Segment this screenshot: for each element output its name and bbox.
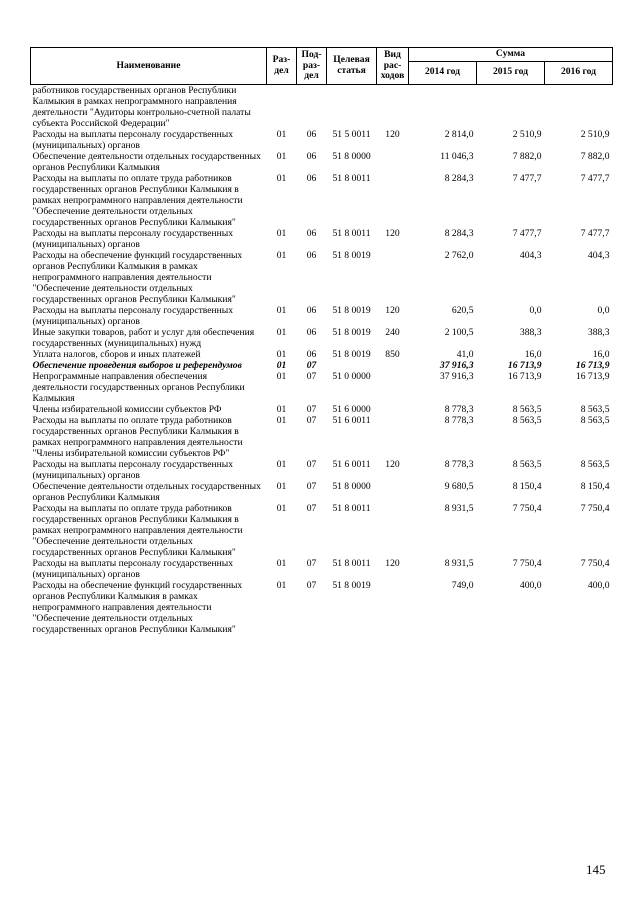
row-razdel: 01 (276, 326, 287, 338)
header-podrazdel: Под- раз- дел (297, 48, 327, 85)
row-2014: 2 100,5 (444, 326, 474, 338)
row-2016: 16 713,9 (575, 370, 610, 382)
row-vid: 850 (385, 348, 400, 360)
table-row (31, 173, 613, 228)
row-2015: 8 150,4 (512, 480, 542, 492)
row-vid (377, 481, 409, 503)
row-name: Расходы на обеспечение функций государственных органов Республики Калмыкия в рамках непрограммного направления деятельности "Обеспечение деятельности отдельных государственных органов Республики Калмыкия" (32, 579, 243, 635)
header-2016: 2016 год (545, 61, 613, 84)
row-razdel: 01 (276, 227, 287, 239)
row-target: 51 8 0019 (332, 348, 371, 360)
row-name: Расходы на выплаты персоналу государственных (муниципальных) органов (32, 557, 234, 580)
row-target: 51 8 0000 (332, 150, 371, 162)
table-row (31, 305, 613, 327)
row-name: Расходы на выплаты персоналу государственных (муниципальных) органов (32, 304, 234, 327)
row-2016: 7 882,0 (580, 150, 610, 162)
row-target: 51 5 0011 (332, 128, 371, 140)
row-name: Расходы на выплаты персоналу государственных (муниципальных) органов (32, 227, 234, 250)
row-name: работников государственных органов Республики Калмыкия в рамках непрограммного направления деятельности "Аудиторы контрольно-счетной палаты субъекта Российской Федерации" (32, 84, 251, 129)
row-2015: 7 750,4 (512, 557, 542, 569)
row-2015: 16 713,9 (507, 370, 542, 382)
row-razdel: 01 (276, 249, 287, 261)
row-2016 (545, 84, 613, 129)
row-name: Обеспечение деятельности отдельных государственных органов Республики Калмыкия (32, 480, 261, 503)
row-razdel: 01 (276, 414, 287, 426)
row-2016: 2 510,9 (580, 128, 610, 140)
row-podrazdel: 07 (306, 414, 317, 426)
row-podrazdel: 06 (306, 249, 317, 261)
row-2014: 8 778,3 (444, 414, 474, 426)
row-2014: 8 931,5 (444, 502, 474, 514)
row-2015: 404,3 (519, 249, 542, 261)
header-razdel: Раз- дел (267, 48, 297, 85)
row-podrazdel: 06 (306, 150, 317, 162)
row-vid (377, 151, 409, 173)
row-name: Расходы на выплаты персоналу государственных (муниципальных) органов (32, 128, 234, 151)
row-2015: 8 563,5 (512, 414, 542, 426)
row-podrazdel: 06 (306, 227, 317, 239)
row-podrazdel: 07 (306, 557, 317, 569)
row-podrazdel: 07 (306, 403, 317, 415)
row-2015: 400,0 (519, 579, 542, 591)
table-row (31, 371, 613, 404)
row-2015: 388,3 (519, 326, 542, 338)
table-row (31, 250, 613, 305)
row-razdel: 01 (276, 502, 287, 514)
row-razdel (267, 84, 297, 129)
table-row (31, 481, 613, 503)
row-2016: 7 477,7 (580, 227, 610, 239)
row-2015: 2 510,9 (512, 128, 542, 140)
row-vid (377, 415, 409, 459)
row-razdel: 01 (276, 359, 287, 371)
row-vid: 120 (385, 557, 400, 569)
row-2014: 11 046,3 (440, 150, 474, 162)
row-2014: 8 284,3 (444, 227, 474, 239)
row-2014: 749,0 (451, 579, 474, 591)
row-2014: 8 778,3 (444, 403, 474, 415)
row-2016: 16,0 (592, 348, 610, 360)
row-2014: 41,0 (456, 348, 474, 360)
row-name: Уплата налогов, сборов и иных платежей (32, 348, 201, 360)
row-2016: 7 750,4 (580, 502, 610, 514)
table-row (31, 459, 613, 481)
table-row (31, 349, 613, 360)
row-target: 51 8 0011 (332, 227, 371, 239)
row-2015: 7 882,0 (512, 150, 542, 162)
row-podrazdel (297, 84, 327, 129)
header-vid: Вид рас- ходов (377, 48, 409, 85)
row-name: Расходы на выплаты по оплате труда работников государственных органов Республики Калмыкия в рамках непрограммного направления деятельности "Обеспечение деятельности отдельных государственных органов Республики Калмыкия" (32, 502, 243, 558)
row-target: 51 8 0011 (332, 557, 371, 569)
row-vid (377, 404, 409, 415)
row-vid (377, 173, 409, 228)
row-name: Расходы на обеспечение функций государственных органов Республики Калмыкия в рамках непрограммного направления деятельности "Обеспечение деятельности отдельных государственных органов Республики Калмыкия" (32, 249, 243, 305)
row-2016: 7 477,7 (580, 172, 610, 184)
row-2016: 8 563,5 (580, 458, 610, 470)
row-2015: 7 477,7 (512, 172, 542, 184)
header-sum: Сумма (409, 48, 613, 62)
row-podrazdel: 06 (306, 326, 317, 338)
row-podrazdel: 07 (306, 502, 317, 514)
row-vid (377, 360, 409, 371)
page-number: 145 (586, 862, 606, 877)
row-2014: 8 931,5 (444, 557, 474, 569)
header-name: Наименование (31, 48, 267, 85)
row-2014 (409, 84, 477, 129)
row-podrazdel: 07 (306, 458, 317, 470)
row-2016: 8 150,4 (580, 480, 610, 492)
row-2014: 9 680,5 (444, 480, 474, 492)
row-vid: 120 (385, 227, 400, 239)
row-target (327, 84, 377, 129)
row-2014: 2 762,0 (444, 249, 474, 261)
row-name: Иные закупки товаров, работ и услуг для обеспечения государственных (муниципальных) нужд (32, 326, 255, 349)
row-razdel: 01 (276, 403, 287, 415)
row-razdel: 01 (276, 480, 287, 492)
row-vid (377, 503, 409, 558)
row-target: 51 8 0000 (332, 480, 371, 492)
table-row (31, 503, 613, 558)
row-2015: 7 477,7 (512, 227, 542, 239)
table-row (31, 84, 613, 129)
row-razdel: 01 (276, 150, 287, 162)
header-target: Целевая статья (327, 48, 377, 85)
row-podrazdel: 06 (306, 172, 317, 184)
row-target: 51 8 0011 (332, 502, 371, 514)
row-2015: 16 713,9 (507, 359, 542, 371)
row-podrazdel: 06 (306, 304, 317, 316)
table-row (31, 404, 613, 415)
table-row (31, 360, 613, 371)
row-vid (377, 250, 409, 305)
row-2014: 8 778,3 (444, 458, 474, 470)
row-razdel: 01 (276, 304, 287, 316)
row-2015: 8 563,5 (512, 458, 542, 470)
row-name: Расходы на выплаты персоналу государственных (муниципальных) органов (32, 458, 234, 481)
row-2016: 16 713,9 (575, 359, 610, 371)
row-2014: 8 284,3 (444, 172, 474, 184)
row-2016: 404,3 (587, 249, 610, 261)
row-razdel: 01 (276, 172, 287, 184)
header-2014: 2014 год (409, 61, 477, 84)
row-podrazdel: 07 (306, 480, 317, 492)
row-razdel: 01 (276, 557, 287, 569)
row-name: Расходы на выплаты по оплате труда работников государственных органов Республики Калмыкия в рамках непрограммного направления деятельности "Обеспечение деятельности отдельных государственных органов Республики Калмыкия" (32, 172, 243, 228)
row-target: 51 8 0019 (332, 304, 371, 316)
row-2015: 8 563,5 (512, 403, 542, 415)
row-target (327, 360, 377, 371)
table-row (31, 327, 613, 349)
row-razdel: 01 (276, 348, 287, 360)
table-row (31, 415, 613, 459)
row-name: Непрограммные направления обеспечения деятельности государственных органов Республики Калмыкия (32, 370, 245, 404)
row-razdel: 01 (276, 370, 287, 382)
row-name: Обеспечение проведения выборов и референдумов (32, 359, 242, 371)
row-2015: 0,0 (529, 304, 542, 316)
row-2014: 2 814,0 (444, 128, 474, 140)
row-target: 51 6 0011 (332, 414, 371, 426)
row-2016: 8 563,5 (580, 414, 610, 426)
row-2016: 0,0 (597, 304, 610, 316)
row-podrazdel: 07 (306, 370, 317, 382)
table-row (31, 228, 613, 250)
header-2015: 2015 год (477, 61, 545, 84)
row-2016: 7 750,4 (580, 557, 610, 569)
budget-table (30, 47, 613, 635)
row-target: 51 8 0019 (332, 326, 371, 338)
table-header (31, 48, 613, 85)
table-row (31, 151, 613, 173)
row-target: 51 8 0011 (332, 172, 371, 184)
table-body (31, 84, 613, 635)
row-vid (377, 84, 409, 129)
row-vid: 120 (385, 128, 400, 140)
row-vid: 120 (385, 304, 400, 316)
table-row (31, 580, 613, 635)
row-vid (377, 371, 409, 404)
row-podrazdel: 07 (306, 359, 317, 371)
row-2014: 37 916,3 (439, 370, 474, 382)
row-2014: 37 916,3 (439, 359, 474, 371)
row-target: 51 0 0000 (332, 370, 371, 382)
row-2015: 16,0 (524, 348, 542, 360)
table-row (31, 558, 613, 580)
row-name: Расходы на выплаты по оплате труда работников государственных органов Республики Калмыкия в рамках непрограммного направления деятельности "Члены избирательной комиссии субъектов РФ" (32, 414, 243, 459)
row-vid (377, 580, 409, 635)
row-razdel: 01 (276, 128, 287, 140)
row-2014: 620,5 (451, 304, 474, 316)
row-vid: 240 (385, 326, 400, 338)
row-target: 51 6 0011 (332, 458, 371, 470)
row-target: 51 8 0019 (332, 249, 371, 261)
row-2016: 400,0 (587, 579, 610, 591)
row-name: Обеспечение деятельности отдельных государственных органов Республики Калмыкия (32, 150, 261, 173)
row-name: Члены избирательной комиссии субъектов РФ (32, 403, 222, 415)
row-razdel: 01 (276, 458, 287, 470)
row-razdel: 01 (276, 579, 287, 591)
row-target: 51 8 0019 (332, 579, 371, 591)
row-2015 (477, 84, 545, 129)
row-target: 51 6 0000 (332, 403, 371, 415)
row-podrazdel: 07 (306, 579, 317, 591)
row-2016: 388,3 (587, 326, 610, 338)
row-podrazdel: 06 (306, 128, 317, 140)
row-2016: 8 563,5 (580, 403, 610, 415)
row-2015: 7 750,4 (512, 502, 542, 514)
row-vid: 120 (385, 458, 400, 470)
table-row (31, 129, 613, 151)
row-podrazdel: 06 (306, 348, 317, 360)
